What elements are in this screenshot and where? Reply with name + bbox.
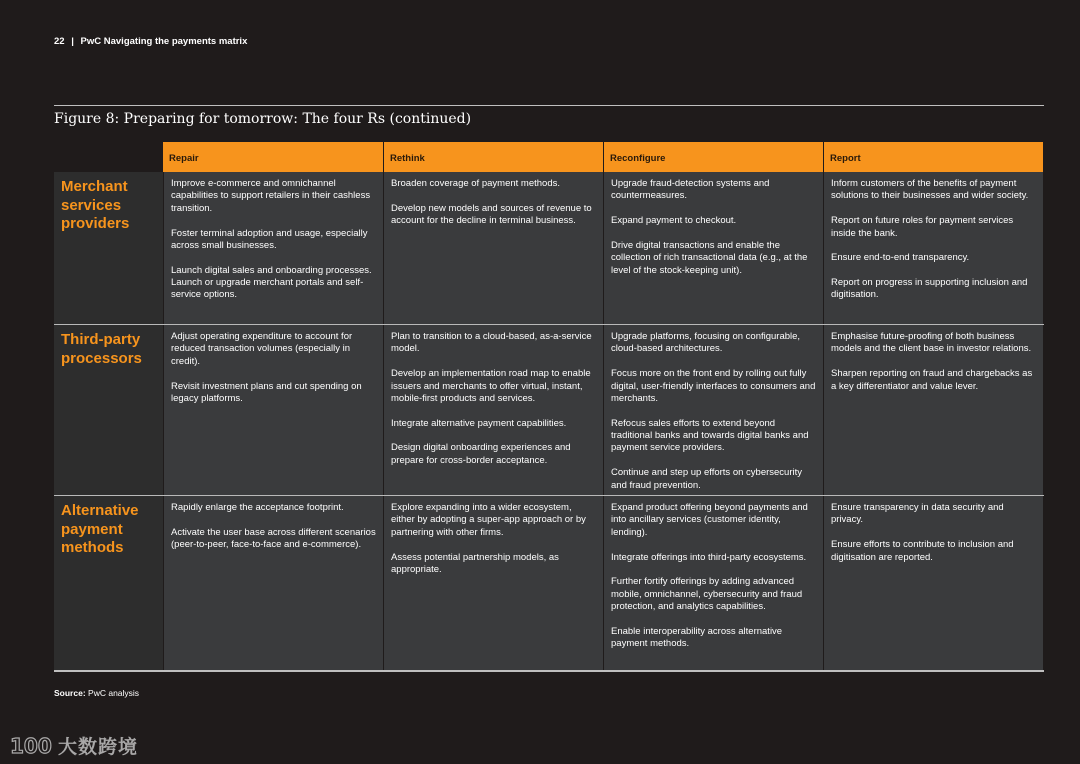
action-item: Ensure end-to-end transparency. bbox=[831, 252, 970, 264]
page-header bbox=[54, 36, 247, 47]
action-item: Upgrade platforms, focusing on configurable, cloud-based architectures. bbox=[611, 331, 801, 355]
action-item: Activate the user base across different scenarios (peer-to-peer, face-to-face and e-commerce). bbox=[171, 526, 376, 551]
action-item: Further fortify offerings by adding advanced mobile, omnichannel, cybersecurity and fraud protection, and analytics capabilities. bbox=[611, 576, 803, 613]
four-rs-matrix bbox=[54, 142, 1044, 671]
watermark-text: 大数跨境 bbox=[58, 736, 139, 758]
bottom-divider bbox=[54, 670, 1044, 672]
cell-repair bbox=[163, 496, 383, 671]
matrix-row-merchant-services-providers bbox=[54, 172, 1044, 324]
action-item: Integrate offerings into third-party ecosystems. bbox=[611, 551, 807, 563]
cell-report bbox=[823, 496, 1043, 671]
action-item: Emphasise future-proofing of both business models and the client base in investor relations. bbox=[831, 331, 1032, 355]
action-item: Broaden coverage of payment methods. bbox=[391, 178, 560, 189]
top-divider bbox=[54, 105, 1044, 106]
action-item: Upgrade fraud-detection systems and countermeasures. bbox=[611, 178, 770, 202]
action-item: Develop new models and sources of revenue to account for the decline in terminal business. bbox=[391, 202, 592, 227]
action-item: Continue and step up efforts on cybersecurity and fraud prevention. bbox=[611, 467, 802, 491]
action-item: Improve e-commerce and omnichannel capabilities to support retailers in their cashless transition. bbox=[171, 178, 371, 214]
action-item: Plan to transition to a cloud-based, as-a-service model. bbox=[391, 331, 592, 355]
cell-report bbox=[823, 172, 1043, 324]
cell-rethink bbox=[383, 496, 603, 671]
action-item: Inform customers of the benefits of payment solutions to their businesses and wider society. bbox=[831, 178, 1029, 202]
cell-repair bbox=[163, 172, 383, 324]
cell-reconfigure bbox=[603, 172, 823, 324]
figure-title: Figure 8: Preparing for tomorrow: The four Rs (continued) bbox=[54, 111, 472, 127]
action-item: Ensure transparency in data security and privacy. bbox=[831, 502, 1004, 526]
action-item: Adjust operating expenditure to account for reduced transaction volumes (especially in credit). bbox=[171, 331, 353, 367]
cell-repair bbox=[163, 325, 383, 495]
action-item: Report on future roles for payment services inside the bank. bbox=[831, 215, 1014, 239]
document-title: PwC Navigating the payments matrix bbox=[80, 36, 248, 47]
action-item: Focus more on the front end by rolling out fully digital, user-friendly interfaces to consumers and merchants. bbox=[611, 368, 816, 404]
action-item: Expand payment to checkout. bbox=[611, 215, 737, 227]
watermark bbox=[10, 732, 138, 758]
matrix-row-alternative-payment-methods bbox=[54, 495, 1044, 671]
matrix-body bbox=[54, 172, 1044, 671]
source-note bbox=[54, 688, 139, 698]
action-item: Foster terminal adoption and usage, especially across small businesses. bbox=[171, 227, 368, 251]
page-number: 22 bbox=[54, 36, 65, 47]
action-item: Rapidly enlarge the acceptance footprint. bbox=[171, 502, 344, 513]
watermark-logo-text: 100 bbox=[10, 734, 52, 757]
action-item: Refocus sales efforts to extend beyond traditional banks and towards digital banks and payment service providers. bbox=[611, 417, 809, 454]
action-item: Sharpen reporting on fraud and chargebacks as a key differentiator and value lever. bbox=[831, 368, 1033, 392]
row-label: Merchant services providers bbox=[54, 172, 163, 324]
cell-rethink bbox=[383, 172, 603, 324]
action-item: Develop an implementation road map to enable issuers and merchants to offer virtual, instant, mobile-first products and services. bbox=[391, 368, 591, 404]
row-label: Third-party processors bbox=[54, 325, 163, 495]
action-item: Explore expanding into a wider ecosystem, either by adopting a super-app approach or by partnering with other firms. bbox=[391, 502, 586, 538]
header-corner bbox=[54, 142, 163, 172]
action-item: Revisit investment plans and cut spending on legacy platforms. bbox=[171, 380, 362, 404]
action-item: Expand product offering beyond payments and into ancillary services (customer identity, lending). bbox=[611, 502, 808, 538]
watermark-logo-icon bbox=[10, 733, 54, 757]
matrix-row-third-party-processors bbox=[54, 324, 1044, 495]
action-item: Ensure efforts to contribute to inclusion and digitisation are reported. bbox=[831, 539, 1014, 563]
action-item: Enable interoperability across alternative payment methods. bbox=[611, 625, 783, 650]
source-text: PwC analysis bbox=[88, 688, 140, 698]
action-item: Report on progress in supporting inclusion and digitisation. bbox=[831, 276, 1028, 301]
action-item: Integrate alternative payment capabilities. bbox=[391, 417, 567, 429]
column-header-rethink: Rethink bbox=[383, 142, 603, 172]
cell-report bbox=[823, 325, 1043, 495]
cell-reconfigure bbox=[603, 496, 823, 671]
action-item: Drive digital transactions and enable the collection of rich transactional data (e.g., at the level of the stock-keeping unit). bbox=[611, 239, 808, 276]
source-label: Source: bbox=[54, 688, 86, 698]
row-label: Alternative payment methods bbox=[54, 496, 163, 671]
column-header-repair: Repair bbox=[163, 142, 383, 172]
action-item: Launch digital sales and onboarding processes. Launch or upgrade merchant portals and self-service options. bbox=[171, 264, 372, 301]
cell-rethink bbox=[383, 325, 603, 495]
column-header-report: Report bbox=[823, 142, 1043, 172]
column-header-reconfigure: Reconfigure bbox=[603, 142, 823, 172]
header-separator: | bbox=[71, 36, 74, 47]
column-header-row bbox=[54, 142, 1044, 172]
action-item: Design digital onboarding experiences and prepare for cross-border acceptance. bbox=[391, 442, 571, 466]
action-item: Assess potential partnership models, as appropriate. bbox=[391, 551, 559, 575]
cell-reconfigure bbox=[603, 325, 823, 495]
